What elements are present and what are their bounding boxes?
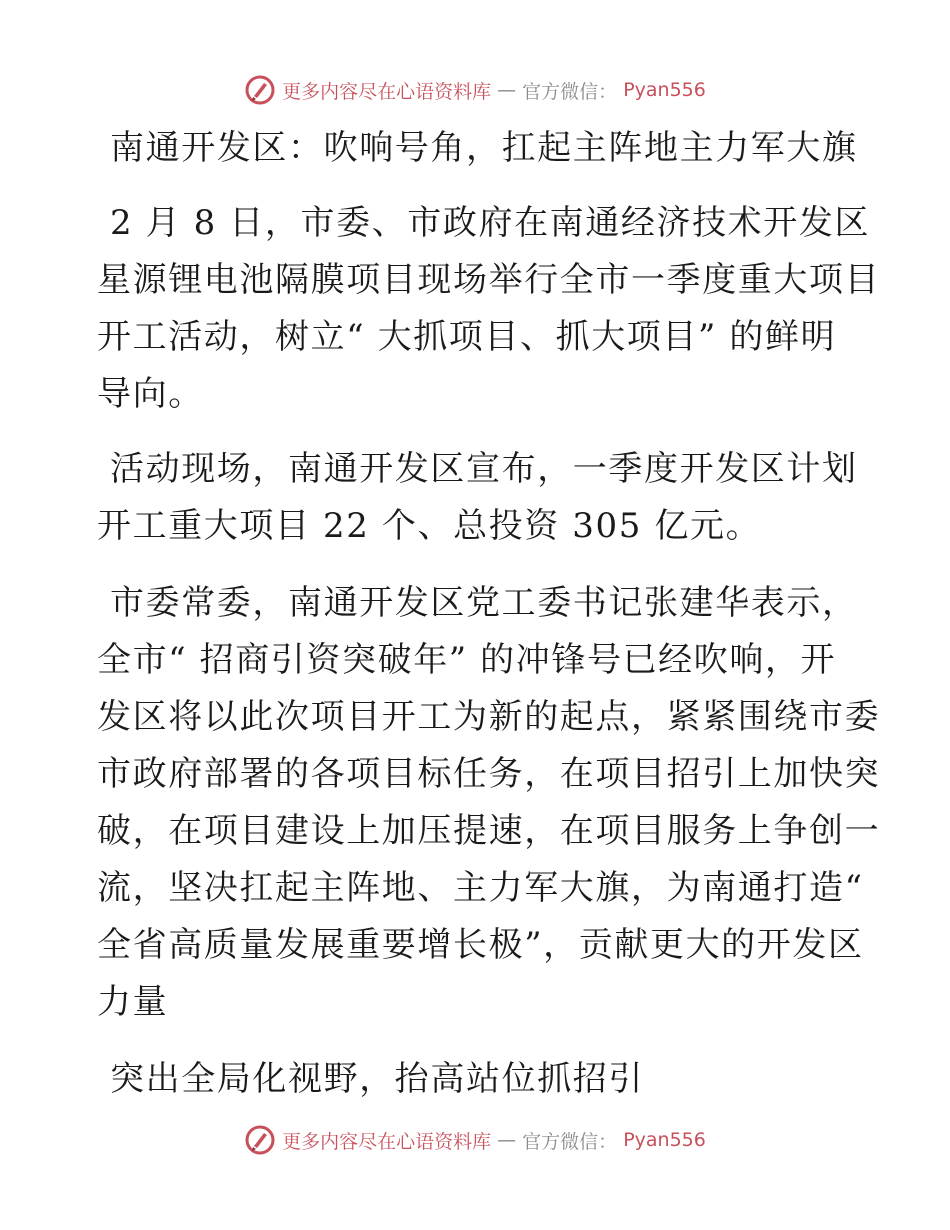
paragraph-2-line-1: 活动现场，南通开发区宣布，一季度开发区计划 <box>110 449 858 489</box>
watermark-main-text: 更多内容尽在心语资料库 <box>282 1130 492 1153</box>
watermark-header <box>0 70 950 110</box>
paragraph-3-line-6: 流，坚决扛起主阵地、主力军大旗，为南通打造“ <box>97 868 864 908</box>
watermark-footer <box>0 1120 950 1160</box>
paragraph-3-line-7: 全省高质量发展重要增长极”，贡献更大的开发区 <box>97 925 864 965</box>
document-title: 南通开发区：吹响号角，扛起主阵地主力军大旗 <box>110 128 858 168</box>
paragraph-1-line-4: 导向。 <box>97 374 204 414</box>
watermark-dash: — <box>497 1129 517 1151</box>
brush-logo-icon <box>244 1124 276 1156</box>
paragraph-2-line-2: 开工重大项目 22 个、总投资 305 亿元。 <box>97 506 762 546</box>
paragraph-3-line-8: 力量 <box>97 982 169 1022</box>
watermark-official-label: 官方微信： <box>522 1130 618 1153</box>
watermark-dash: — <box>497 79 517 101</box>
paragraph-1-line-1: 2 月 8 日，市委、市政府在南通经济技术开发区 <box>110 203 871 243</box>
paragraph-3-line-4: 市政府部署的各项目标任务，在项目招引上加快突 <box>97 754 881 794</box>
paragraph-3-line-3: 发区将以此次项目开工为新的起点，紧紧围绕市委 <box>97 697 881 737</box>
paragraph-3-line-5: 破，在项目建设上加压提速，在项目服务上争创一 <box>97 811 881 851</box>
watermark-official-label: 官方微信： <box>522 80 618 103</box>
paragraph-3-line-1: 市委常委，南通开发区党工委书记张建华表示， <box>110 583 858 623</box>
paragraph-3-line-2: 全市“ 招商引资突破年” 的冲锋号已经吹响，开 <box>97 640 837 680</box>
paragraph-1-line-3: 开工活动，树立“ 大抓项目、抓大项目” 的鲜明 <box>97 317 837 357</box>
watermark-main-text: 更多内容尽在心语资料库 <box>282 80 492 103</box>
section-subheading: 突出全局化视野，抬高站位抓招引 <box>110 1059 644 1099</box>
brush-logo-icon <box>244 74 276 106</box>
watermark-wechat-id: Pyan556 <box>623 79 706 101</box>
watermark-wechat-id: Pyan556 <box>623 1129 706 1151</box>
paragraph-1-line-2: 星源锂电池隔膜项目现场举行全市一季度重大项目 <box>97 260 881 300</box>
